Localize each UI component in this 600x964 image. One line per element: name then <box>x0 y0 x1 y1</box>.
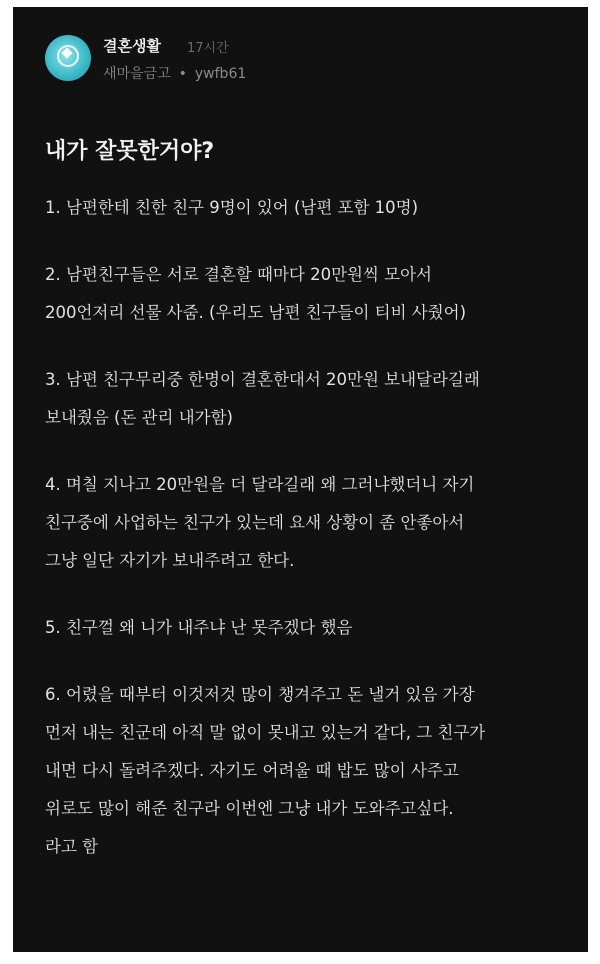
post-text-line: 라고 함 <box>45 837 99 856</box>
post-text-line: 친구중에 사업하는 친구가 있는데 요새 상황이 좀 안좋아서 <box>45 513 465 532</box>
meta-separator: • <box>178 66 187 82</box>
post-text-line: 200언저리 선물 사줌. (우리도 남편 친구들이 티비 사줬어) <box>45 303 467 322</box>
post-screen <box>13 7 588 952</box>
post-paragraph <box>45 189 580 227</box>
post-text-line: 2. 남편친구들은 서로 결혼할 때마다 20만원씩 모아서 <box>45 265 432 284</box>
post-time: 17시간 <box>187 41 229 56</box>
post-text-line: 먼저 내는 친군데 아직 말 없이 못내고 있는거 같다, 그 친구가 <box>45 723 486 742</box>
post-paragraph <box>45 256 580 332</box>
author-id[interactable]: ywfb61 <box>194 66 247 82</box>
post-text-line: 1. 남편한테 친한 친구 9명이 있어 (남편 포함 10명) <box>45 198 419 217</box>
post-text-line: 보내줬음 (돈 관리 내가함) <box>45 408 233 427</box>
post-text-line: 3. 남편 친구무리중 한명이 결혼한대서 20만원 보내달라길래 <box>45 370 480 389</box>
post-paragraph <box>45 361 580 437</box>
author-meta <box>103 63 246 83</box>
author-company: 새마을금고 <box>103 66 171 82</box>
post-text-line: 내면 다시 돌려주겠다. 자기도 어려울 때 밥도 많이 사주고 <box>45 761 459 780</box>
post-text-line: 4. 며칠 지나고 20만원을 더 달라길래 왜 그러냐했더니 자기 <box>45 475 475 494</box>
post-paragraph <box>45 676 580 866</box>
post-paragraph <box>45 466 580 580</box>
wedding-ring-avatar-icon[interactable] <box>45 35 91 81</box>
post-body <box>45 189 580 895</box>
post-text-line: 위로도 많이 해준 친구라 이번엔 그냥 내가 도와주고싶다. <box>45 799 454 818</box>
post-text-line: 5. 친구껄 왜 니가 내주냐 난 못주겠다 했음 <box>45 618 353 637</box>
post-text-line: 6. 어렸을 때부터 이것저것 많이 챙겨주고 돈 낼거 있음 가장 <box>45 685 475 704</box>
community-name[interactable]: 결혼생활 <box>103 37 161 55</box>
post-text-line: 그냥 일단 자기가 보내주려고 한다. <box>45 551 295 570</box>
post-header <box>45 35 565 89</box>
post-paragraph <box>45 609 580 647</box>
post-title: 내가 잘못한거야? <box>45 139 215 164</box>
